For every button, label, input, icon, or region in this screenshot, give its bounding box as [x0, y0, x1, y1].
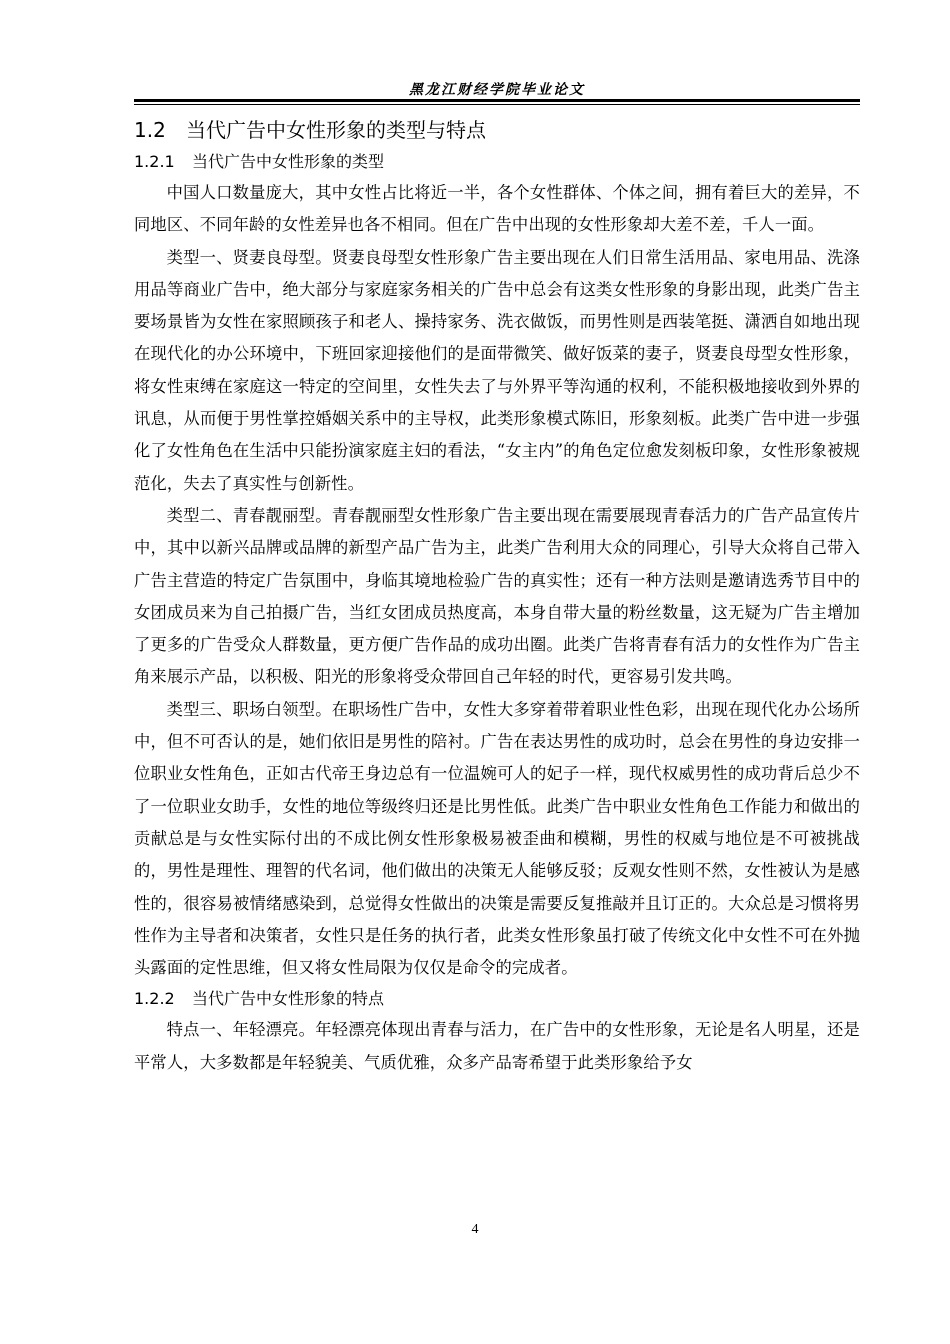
- subsection-title: 当代广告中女性形象的特点: [192, 989, 385, 1009]
- paragraph: 类型二、青春靓丽型。青春靓丽型女性形象广告主要出现在需要展现青春活力的广告产品宣传片中，其中以新兴品牌或品牌的新型产品广告为主，此类广告利用大众的同理心，引导大众将自己带入广告主营造的特定广告氛围中，身临其境地检验广告的真实性；还有一种方法则是邀请选秀节目中的女团成员来为自己拍摄广告，当红女团成员热度高，本身自带大量的粉丝数量，这无疑为广告主增加了更多的广告受众人群数量，更方便广告作品的成功出圈。此类广告将青春有活力的女性作为广告主角来展示产品，以积极、阳光的形象将受众带回自己年轻的时代，更容易引发共鸣。: [134, 505, 860, 687]
- page-number: 4: [471, 1222, 479, 1237]
- paragraph: 特点一、年轻漂亮。年轻漂亮体现出青春与活力，在广告中的女性形象，无论是名人明星，还是平常人，大多数都是年轻貌美、气质优雅，众多产品寄希望于此类形象给予女: [134, 1020, 860, 1072]
- section-heading: [134, 114, 860, 147]
- subsection-heading-1: [134, 147, 860, 177]
- header-rule-thin: [134, 104, 860, 105]
- running-header: 黑龙江财经学院毕业论文: [409, 82, 585, 98]
- paragraph: 类型三、职场白领型。在职场性广告中，女性大多穿着带着职业性色彩，出现在现代化办公场所中，但不可否认的是，她们依旧是男性的陪衬。广告在表达男性的成功时，总会在男性的身边安排一位职业女性角色，正如古代帝王身边总有一位温婉可人的妃子一样，现代权威男性的成功背后总少不了一位职业女助手，女性的地位等级终归还是比男性低。此类广告中职业女性角色工作能力和做出的贡献总是与女性实际付出的不成比例女性形象极易被歪曲和模糊，男性的权威与地位是不可被挑战的，男性是理性、理智的代名词，他们做出的决策无人能够反驳；反观女性则不然，女性被认为是感性的，很容易被情绪感染到，总觉得女性做出的决策是需要反复推敲并且订正的。大众总是习惯将男性作为主导者和决策者，女性只是任务的执行者，此类女性形象虽打破了传统文化中女性不可在外抛头露面的定性思维，但又将女性局限为仅仅是命令的完成者。: [134, 699, 860, 978]
- header-rule-thick: [134, 99, 860, 102]
- subsection-number: 1.2.2: [134, 989, 175, 1009]
- subsection-heading-2: [134, 984, 860, 1014]
- paragraph: 中国人口数量庞大，其中女性占比将近一半，各个女性群体、个体之间，拥有着巨大的差异，不同地区、不同年龄的女性差异也各不相同。但在广告中出现的女性形象却大差不差，千人一面。: [134, 183, 860, 235]
- subsection-title: 当代广告中女性形象的类型: [192, 152, 385, 171]
- page-content: [134, 114, 860, 1079]
- section-title: 当代广告中女性形象的类型与特点: [186, 118, 486, 142]
- section-number: 1.2: [134, 118, 166, 142]
- paragraph: 类型一、贤妻良母型。贤妻良母型女性形象广告主要出现在人们日常生活用品、家电用品、洗涤用品等商业广告中，绝大部分与家庭家务相关的广告中总会有这类女性形象的身影出现，此类广告主要场景皆为女性在家照顾孩子和老人、操持家务、洗衣做饭，而男性则是西装笔挺、潇洒自如地出现在现代化的办公环境中，下班回家迎接他们的是面带微笑、做好饭菜的妻子，贤妻良母型女性形象，将女性束缚在家庭这一特定的空间里，女性失去了与外界平等沟通的权利，不能积极地接收到外界的讯息，从而便于男性掌控婚姻关系中的主导权，此类形象模式陈旧，形象刻板。此类广告中进一步强化了女性角色在生活中只能扮演家庭主妇的看法，“女主内”的角色定位愈发刻板印象，女性形象被规范化，失去了真实性与创新性。: [134, 247, 860, 493]
- subsection-number: 1.2.1: [134, 152, 175, 171]
